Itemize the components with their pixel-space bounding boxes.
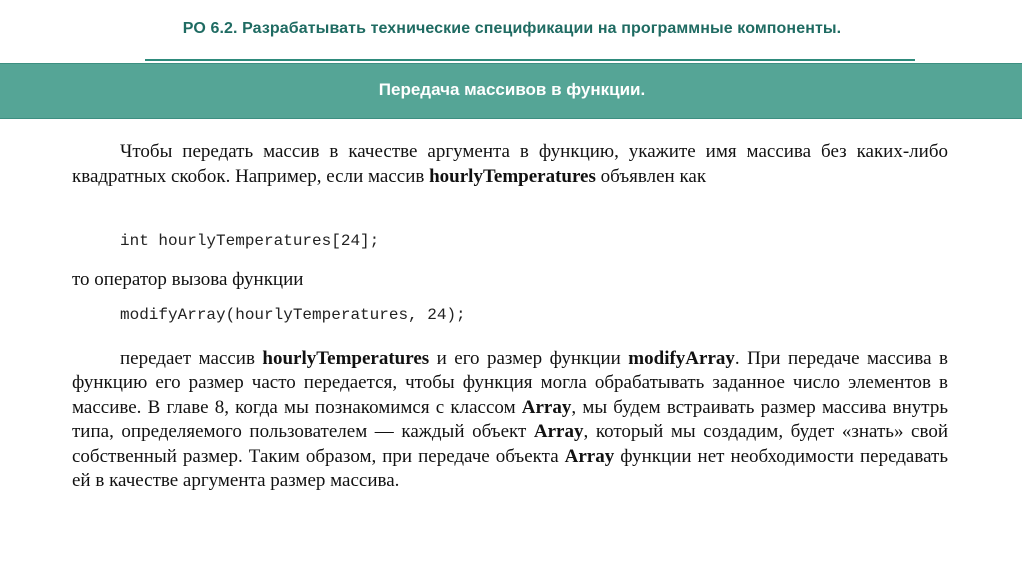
paragraph-explanation xyxy=(72,347,948,494)
code-declaration: int hourlyTemperatures[24]; xyxy=(120,232,380,250)
explanation-text-3: . При передаче массива в функцию его размер часто передается, чтобы функция могла обрабатывать заданное число элементов в массиве. В главе 8, когда мы познакомимся с классом xyxy=(72,347,948,418)
explanation-text-1: передает массив xyxy=(120,347,263,369)
intro-array-name: hourlyTemperatures xyxy=(429,165,596,187)
paragraph-intro xyxy=(72,140,948,214)
section-title: Передача массивов в функции. xyxy=(378,80,646,99)
slide-header-title: РО 6.2. Разрабатывать технические спецификации на программные компоненты. xyxy=(182,20,842,37)
intro-text-end: объявлен как xyxy=(595,165,707,187)
code-call: modifyArray(hourlyTemperatures, 24); xyxy=(120,305,466,324)
intro-text: Чтобы передать массив в качестве аргумента в функцию, укажите имя массива без каких-либо квадратных скобок. Например, если массив xyxy=(72,141,948,187)
explanation-text-2: и его размер функции xyxy=(429,347,629,369)
explanation-bold-3: Array xyxy=(521,396,572,418)
explanation-text-4: , мы будем встраивать размер массива внутрь типа, определяемого пользователем — каждый объект xyxy=(72,396,948,442)
header-divider xyxy=(145,59,915,61)
explanation-bold-5: Array xyxy=(564,445,615,467)
document-body xyxy=(72,140,948,494)
explanation-text-6: функции нет необходимости передавать ей в качестве аргумента размер массива. xyxy=(72,445,948,491)
explanation-text-5: , который мы создадим, будет «знать» свой собственный размер. Таким образом, при передаче объекта xyxy=(72,421,948,467)
explanation-bold-2: modifyArray xyxy=(628,347,735,369)
explanation-bold-1: hourlyTemperatures xyxy=(262,347,430,369)
explanation-bold-4: Array xyxy=(533,421,584,442)
paragraph-call-intro: то оператор вызова функции xyxy=(72,269,304,290)
